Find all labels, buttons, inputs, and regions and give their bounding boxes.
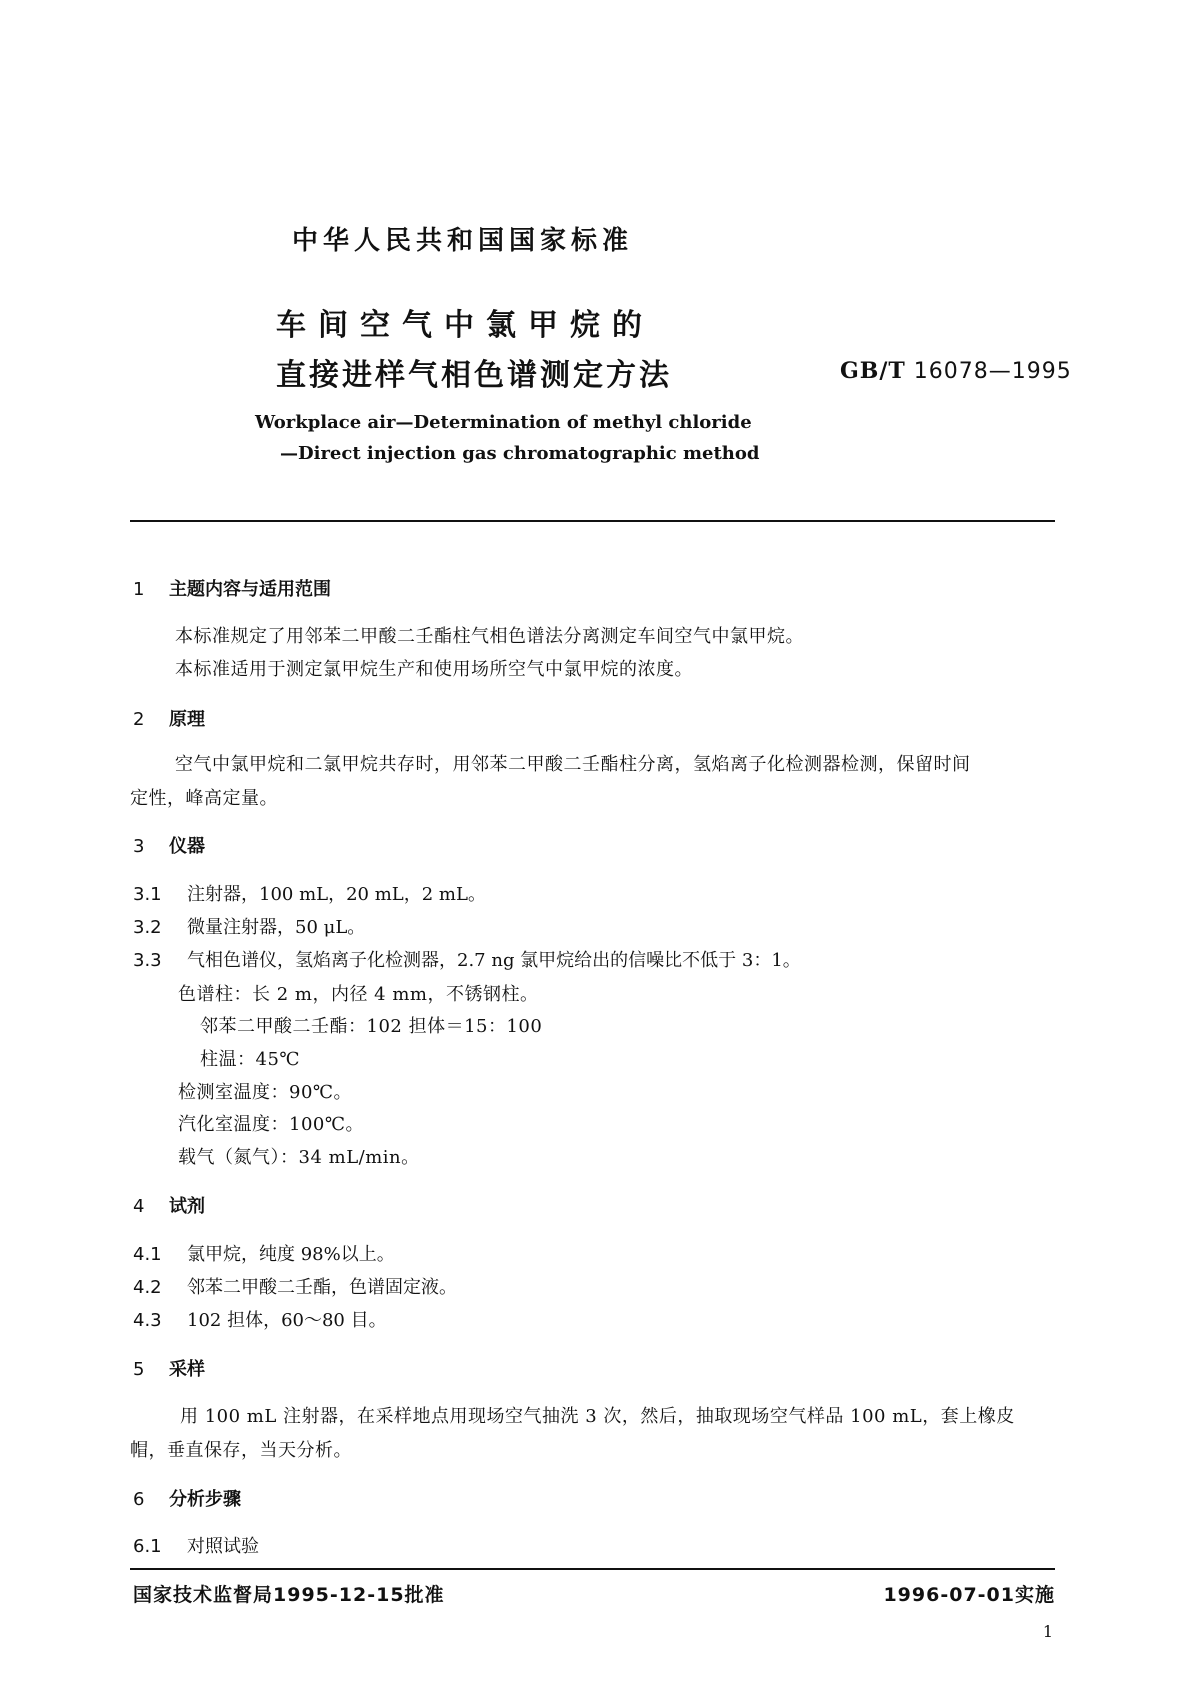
paragraph: 本标准规定了用邻苯二甲酸二壬酯柱气相色谱法分离测定车间空气中氯甲烷。 [175,626,804,647]
standard-number [840,358,1072,384]
effective-date: 1996-07-01实施 [883,1584,1055,1606]
section-number: 6 [133,1489,145,1510]
english-title-line-1: Workplace air—Determination of methyl chloride [255,412,752,433]
column-packing: 邻苯二甲酸二壬酯：102 担体＝15：100 [200,1016,543,1037]
clause-4-1 [133,1240,395,1266]
clause-3-2 [133,913,365,939]
clause-number: 3.3 [133,950,162,971]
clause-text: 注射器，100 mL，20 mL，2 mL。 [187,884,486,905]
section-title: 原理 [169,709,205,730]
clause-text: 邻苯二甲酸二壬酯，色谱固定液。 [187,1277,457,1298]
standard-code: 16078—1995 [913,359,1072,384]
section-number: 5 [133,1359,145,1380]
clause-4-2 [133,1273,457,1299]
clause-text: 对照试验 [187,1536,259,1557]
column-spec: 色谱柱：长 2 m，内径 4 mm，不锈钢柱。 [178,984,539,1005]
paragraph: 帽，垂直保存，当天分析。 [130,1440,352,1461]
english-title-line-2: —Direct injection gas chromatographic method [280,443,760,464]
section-3-heading [133,832,205,858]
clause-number: 4.2 [133,1277,162,1298]
section-4-heading [133,1192,205,1218]
paragraph: 本标准适用于测定氯甲烷生产和使用场所空气中氯甲烷的浓度。 [175,659,693,680]
vaporizer-temperature: 汽化室温度：100℃。 [178,1114,364,1135]
clause-6-1 [133,1532,259,1558]
section-number: 1 [133,579,145,600]
detector-temperature: 检测室温度：90℃。 [178,1082,353,1103]
section-number: 2 [133,709,145,730]
clause-text: 气相色谱仪，氢焰离子化检测器，2.7 ng 氯甲烷给出的信噪比不低于 3：1。 [187,950,801,971]
section-number: 4 [133,1196,145,1217]
clause-number: 6.1 [133,1536,162,1557]
clause-number: 3.1 [133,884,162,905]
clause-3-3 [133,946,801,972]
column-temperature: 柱温：45℃ [200,1049,301,1070]
section-title: 分析步骤 [169,1489,241,1510]
section-title: 仪器 [169,836,205,857]
clause-4-3 [133,1306,387,1332]
title-line-1: 车间空气中氯甲烷的 [276,308,654,343]
clause-number: 3.2 [133,917,162,938]
section-2-heading [133,705,205,731]
approval-date: 国家技术监督局1995-12-15批准 [133,1584,445,1606]
clause-text: 102 担体，60～80 目。 [187,1310,387,1331]
page-number: 1 [1042,1622,1053,1641]
section-number: 3 [133,836,145,857]
title-line-2: 直接进样气相色谱测定方法 [276,358,672,393]
standard-prefix: GB/T [840,358,906,384]
section-title: 采样 [169,1359,205,1380]
paragraph: 空气中氯甲烷和二氯甲烷共存时，用邻苯二甲酸二壬酯柱分离，氢焰离子化检测器检测，保留时间 [175,754,971,775]
paragraph: 用 100 mL 注射器，在采样地点用现场空气抽洗 3 次，然后，抽取现场空气样品 100 mL，套上橡皮 [180,1406,1015,1427]
section-1-heading [133,575,331,601]
carrier-gas: 载气（氮气）：34 mL/min。 [178,1147,420,1168]
footer-divider [130,1568,1055,1570]
header-divider [130,520,1055,522]
section-title: 试剂 [169,1196,205,1217]
section-5-heading [133,1355,205,1381]
clause-number: 4.1 [133,1244,162,1265]
clause-3-1 [133,880,486,906]
section-6-heading [133,1485,241,1511]
paragraph: 定性，峰高定量。 [130,788,278,809]
clause-text: 氯甲烷，纯度 98%以上。 [187,1244,395,1265]
national-standard-heading: 中华人民共和国国家标准 [292,226,634,256]
section-title: 主题内容与适用范围 [169,579,331,600]
clause-number: 4.3 [133,1310,162,1331]
clause-text: 微量注射器，50 μL。 [187,917,366,938]
